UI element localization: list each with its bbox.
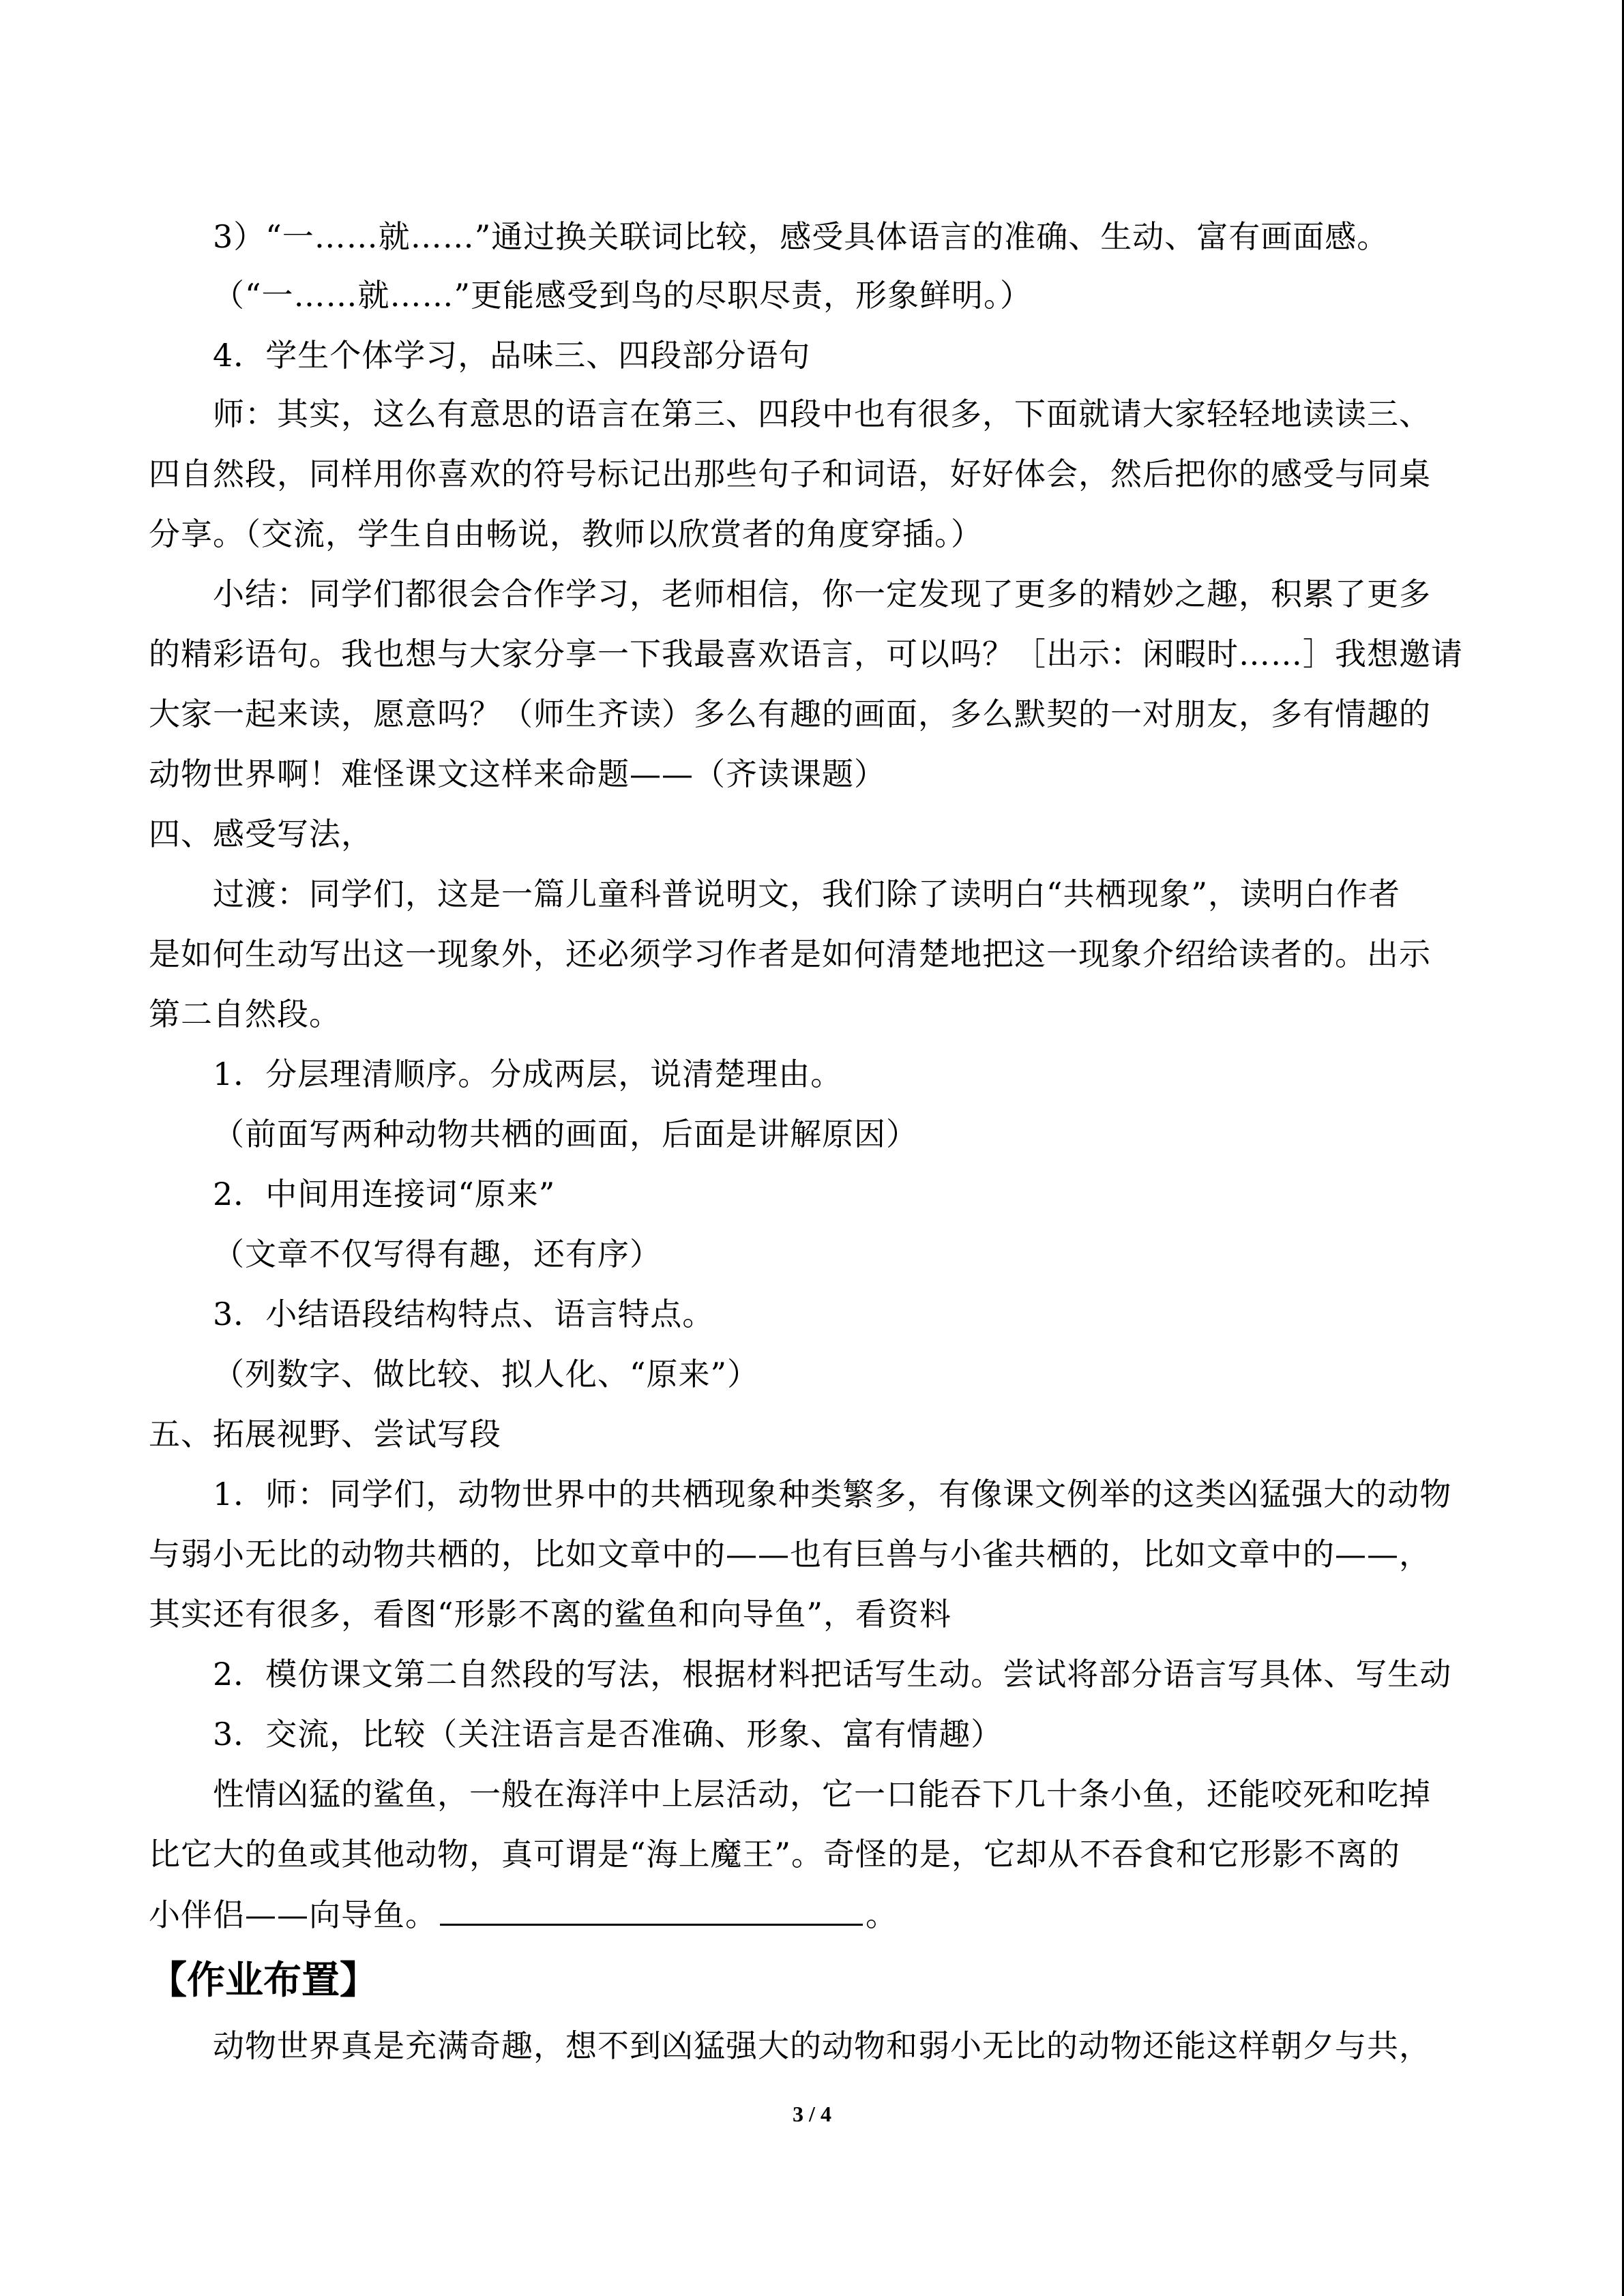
text-line: 四自然段，同样用你喜欢的符号标记出那些句子和词语，好好体会，然后把你的感受与同桌 (149, 456, 1431, 492)
text-line: 过渡：同学们，这是一篇儿童科普说明文，我们除了读明白“共栖现象”，读明白作者 (213, 876, 1401, 912)
text-line: 第二自然段。 (149, 996, 341, 1032)
text-line: 与弱小无比的动物共栖的，比如文章中的——也有巨兽与小雀共栖的，比如文章中的——， (149, 1536, 1431, 1572)
text-line: 其实还有很多，看图“形影不离的鲨鱼和向导鱼”，看资料 (149, 1596, 952, 1632)
section-heading: 五、拓展视野、尝试写段 (149, 1416, 501, 1452)
text-line: 比它大的鱼或其他动物，真可谓是“海上魔王”。奇怪的是，它却从不吞食和它形影不离的 (149, 1836, 1401, 1873)
text-line: 的精彩语句。我也想与大家分享一下我最喜欢语言，可以吗？［出示：闲暇时……］我想邀请 (149, 636, 1463, 672)
section-heading: 四、感受写法， (149, 816, 373, 852)
text-segment: 。 (866, 1896, 898, 1933)
text-segment: 小伴侣——向导鱼。 (149, 1896, 437, 1933)
text-line: 3）“一……就……”通过换关联词比较，感受具体语言的准确、生动、富有画面感。 (213, 218, 1389, 255)
text-line: 1．师：同学们，动物世界中的共栖现象种类繁多，有像课文例举的这类凶猛强大的动物 (213, 1476, 1452, 1512)
homework-heading: 【作业布置】 (149, 1958, 378, 2003)
text-line: （文章不仅写得有趣，还有序） (213, 1236, 662, 1272)
page-number: 3 / 4 (793, 2102, 831, 2126)
text-line: 4．学生个体学习，品味三、四段部分语句 (213, 337, 811, 374)
text-line: （列数字、做比较、拟人化、“原来”） (213, 1356, 760, 1392)
text-line: （“一……就……”更能感受到鸟的尽职尽责，形象鲜明。） (213, 277, 1033, 314)
text-line: 2．中间用连接词“原来” (213, 1176, 556, 1212)
text-line: 动物世界真是充满奇趣，想不到凶猛强大的动物和弱小无比的动物还能这样朝夕与共， (213, 2027, 1431, 2064)
text-line: 3．小结语段结构特点、语言特点。 (213, 1296, 715, 1332)
text-line: 3．交流，比较（关注语言是否准确、形象、富有情趣） (213, 1716, 1003, 1753)
text-line: 小结：同学们都很会合作学习，老师相信，你一定发现了更多的精妙之趣，积累了更多 (213, 576, 1431, 612)
text-line: 是如何生动写出这一现象外，还必须学习作者是如何清楚地把这一现象介绍给读者的。出示 (149, 936, 1431, 972)
text-line: 大家一起来读，愿意吗？（师生齐读）多么有趣的画面，多么默契的一对朋友，多有情趣的 (149, 696, 1431, 732)
text-line: 动物世界啊！难怪课文这样来命题——（齐读课题） (149, 756, 886, 792)
text-line: 师：其实，这么有意思的语言在第三、四段中也有很多，下面就请大家轻轻地读读三、 (213, 396, 1431, 432)
text-line: 1．分层理清顺序。分成两层，说清楚理由。 (213, 1056, 843, 1092)
fill-in-blank (440, 1894, 863, 1926)
text-line: 性情凶猛的鲨鱼，一般在海洋中上层活动，它一口能吞下几十条小鱼，还能咬死和吃掉 (213, 1776, 1431, 1813)
text-line: （前面写两种动物共栖的画面，后面是讲解原因） (213, 1116, 918, 1152)
text-line: 分享。（交流，学生自由畅说，教师以欣赏者的角度穿插。） (149, 516, 983, 552)
text-line-with-blank (149, 1894, 898, 1935)
text-line: 2．模仿课文第二自然段的写法，根据材料把话写生动。尝试将部分语言写具体、写生动 (213, 1656, 1452, 1693)
